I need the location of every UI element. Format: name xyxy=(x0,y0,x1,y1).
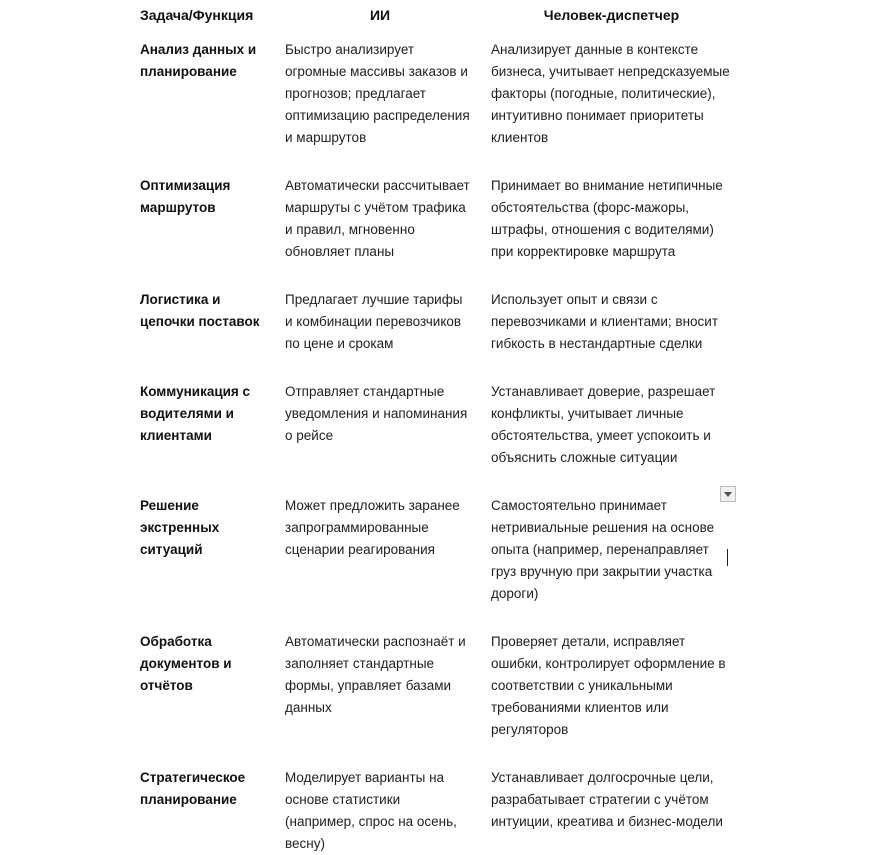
cell-ai: Отправляет стандартные уведомления и напоминания о рейсе xyxy=(285,384,468,443)
table-row xyxy=(140,495,740,631)
cell-ai: Быстро анализирует огромные массивы заказов и прогнозов; предлагает оптимизацию распределения и маршрутов xyxy=(285,42,470,145)
cell-task: Коммуникация с водителями и клиентами xyxy=(140,384,251,443)
cell-human: Устанавливает долгосрочные цели, разрабатывает стратегии с учётом интуиции, креатива и бизнес-модели xyxy=(491,770,723,829)
cell-task: Логистика и цепочки поставок xyxy=(140,292,260,329)
table-header-row xyxy=(140,0,740,39)
cell-human: Использует опыт и связи с перевозчиками и клиентами; вносит гибкость в нестандартные сделки xyxy=(491,292,719,351)
text-caret xyxy=(727,549,728,566)
cell-ai: Автоматически распознаёт и заполняет стандартные формы, управляет базами данных xyxy=(285,634,466,715)
cell-ai: Моделирует варианты на основе статистики (например, спрос на осень, весну) xyxy=(285,770,457,851)
table-row xyxy=(140,631,740,767)
table-header xyxy=(140,0,740,39)
table-body xyxy=(140,39,740,855)
table-row xyxy=(140,767,740,855)
table-row xyxy=(140,289,740,381)
column-header-task: Задача/Функция xyxy=(140,7,254,23)
chevron-down-glyph xyxy=(724,492,732,497)
cell-ai: Автоматически рассчитывает маршруты с учётом трафика и правил, мгновенно обновляет планы xyxy=(285,178,470,259)
cell-task: Обработка документов и отчётов xyxy=(140,634,232,693)
table-row xyxy=(140,381,740,495)
cell-task: Стратегическое планирование xyxy=(140,770,246,807)
cell-human: Принимает во внимание нетипичные обстоятельства (форс-мажоры, штрафы, отношения с водителями) при корректировке маршрута xyxy=(491,178,723,259)
cell-ai: Может предложить заранее запрограммированные сценарии реагирования xyxy=(285,498,460,557)
cell-task: Оптимизация маршрутов xyxy=(140,178,231,215)
cell-task: Анализ данных и планирование xyxy=(140,42,257,79)
column-header-human: Человек-диспетчер xyxy=(543,7,680,23)
cell-human: Самостоятельно принимает нетривиальные решения на основе опыта (например, перенаправляет груз вручную при закрытии участка дороги) xyxy=(491,498,715,601)
cell-task: Решение экстренных ситуаций xyxy=(140,498,220,557)
chevron-down-icon[interactable] xyxy=(720,486,736,502)
table-row xyxy=(140,39,740,175)
comparison-table xyxy=(140,0,740,855)
table-row xyxy=(140,175,740,289)
column-header-ai: ИИ xyxy=(369,7,391,23)
cell-human: Проверяет детали, исправляет ошибки, контролирует оформление в соответствии с уникальными требованиями клиентов или регуляторов xyxy=(491,634,726,737)
cell-ai: Предлагает лучшие тарифы и комбинации перевозчиков по цене и срокам xyxy=(285,292,463,351)
cell-human: Анализирует данные в контексте бизнеса, учитывает непредсказуемые факторы (погодные, политические), интуитивно понимает приоритеты клиентов xyxy=(491,42,730,145)
cell-human: Устанавливает доверие, разрешает конфликты, учитывает личные обстоятельства, умеет успокоить и объяснить сложные ситуации xyxy=(491,384,716,465)
